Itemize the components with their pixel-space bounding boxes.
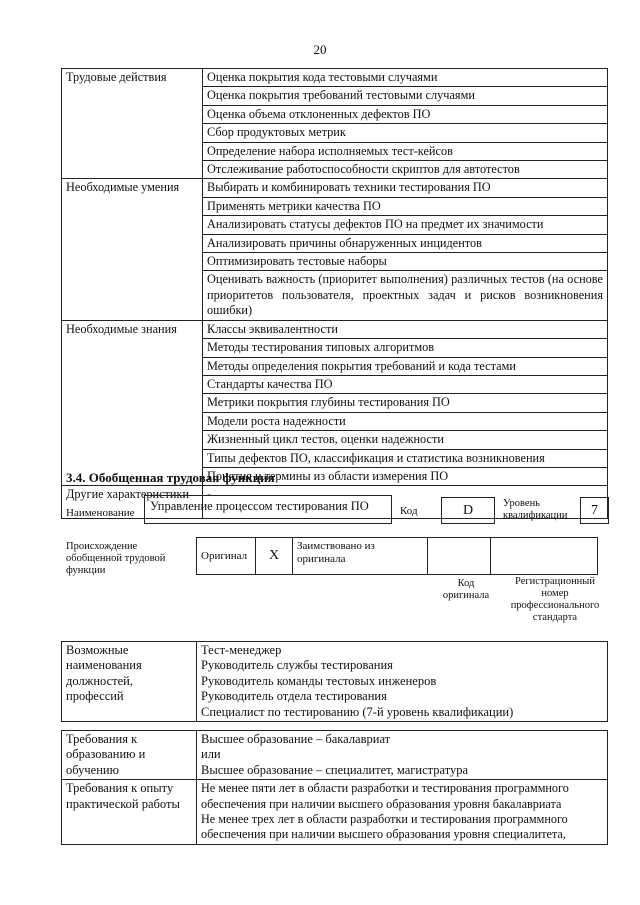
list-item: Метрики покрытия глубины тестирования ПО — [203, 394, 608, 412]
borrowed-label-line: оригинала — [297, 553, 346, 565]
labor-functions-table — [61, 68, 608, 519]
positions-list — [197, 642, 608, 722]
code-value: D — [441, 497, 495, 524]
table-row — [62, 179, 608, 197]
list-item: Методы тестирования типовых алгоритмов — [203, 339, 608, 357]
section-heading: 3.4. Обобщенная трудовая функция — [66, 470, 275, 485]
caption-line: Код — [457, 578, 475, 589]
level-label-line: Уровень — [503, 498, 540, 509]
code-original-cell — [428, 538, 491, 575]
list-item: Типы дефектов ПО, классификация и статистика возникновения — [203, 449, 608, 467]
origin-label-line: функции — [66, 565, 106, 576]
function-name-box — [144, 495, 392, 524]
caption-line: Регистрационный — [515, 576, 595, 587]
reg-number-cell — [491, 538, 598, 575]
list-item: Оценивать важность (приоритет выполнения) различных тестов (на основе приоритетов пользователя, проектных задач и рисков возникновения ошибки) — [203, 271, 608, 320]
list-item: Отслеживание работоспособности скриптов для автотестов — [203, 161, 608, 179]
code-original-caption — [436, 578, 496, 602]
row-label-skills: Необходимые умения — [62, 179, 203, 320]
label-line: Возможные — [66, 643, 129, 657]
row-label-knowledge: Необходимые знания — [62, 320, 203, 486]
list-item: Методы определения покрытия требований и кода тестами — [203, 357, 608, 375]
label-line: наименования — [66, 658, 142, 673]
list-item: Оптимизировать тестовые наборы — [203, 253, 608, 271]
list-item: Оценка покрытия требований тестовыми случаями — [203, 87, 608, 105]
list-item: Высшее образование – бакалавриат — [201, 732, 391, 746]
list-item: Анализировать причины обнаруженных инцидентов — [203, 234, 608, 252]
list-item: Модели роста надежности — [203, 412, 608, 430]
list-item: обеспечения при наличии высшего образования уровня специалитета, — [201, 827, 566, 842]
positions-label — [62, 642, 197, 722]
label-line: образованию и — [66, 747, 146, 762]
list-item: Анализировать статусы дефектов ПО на предмет их значимости — [203, 216, 608, 234]
list-item: Высшее образование – специалитет, магистратура — [201, 762, 469, 777]
list-item: Жизненный цикл тестов, оценки надежности — [203, 431, 608, 449]
caption-line: оригинала — [442, 590, 490, 601]
origin-table — [196, 537, 598, 575]
positions-table — [61, 641, 608, 722]
table-row — [62, 731, 608, 780]
list-item: или — [201, 747, 221, 762]
experience-list — [197, 780, 608, 845]
reg-number-caption — [500, 576, 610, 624]
table-row — [62, 642, 608, 722]
list-item: Не менее трех лет в области разработки и тестирования программного — [201, 812, 568, 827]
label-line: Требования к опыту — [66, 781, 174, 796]
list-item: Руководитель службы тестирования — [201, 658, 393, 673]
row-label-labor-actions: Трудовые действия — [62, 69, 203, 179]
education-label — [62, 731, 197, 780]
level-value: 7 — [580, 497, 609, 524]
label-line: Требования к — [66, 732, 138, 746]
function-name-value: Управление процессом тестирования ПО — [150, 499, 369, 513]
origin-label-line: обобщенной трудовой — [66, 553, 166, 564]
list-item: Сбор продуктовых метрик — [203, 124, 608, 142]
list-item: Тест-менеджер — [201, 643, 282, 657]
label-line: обучению — [66, 762, 119, 777]
list-item: Понятия и термины из области измерения ПО — [203, 467, 608, 485]
list-item: Стандарты качества ПО — [203, 375, 608, 393]
level-label-line: квалификации — [503, 510, 568, 521]
list-item: Классы эквивалентности — [203, 320, 608, 338]
original-mark: X — [256, 538, 293, 575]
page-number: 20 — [313, 42, 327, 57]
label-line: должностей, — [66, 673, 133, 688]
original-label: Оригинал — [197, 538, 256, 575]
list-item: - — [203, 486, 608, 519]
list-item: Определение набора исполняемых тест-кейсов — [203, 142, 608, 160]
table-row — [62, 780, 608, 845]
list-item: Выбирать и комбинировать техники тестирования ПО — [203, 179, 608, 197]
caption-line: профессионального — [510, 600, 600, 611]
list-item: Не менее пяти лет в области разработки и тестирования программного — [201, 781, 569, 796]
list-item: Специалист по тестированию (7-й уровень квалификации) — [201, 704, 514, 719]
experience-label — [62, 780, 197, 845]
level-label — [503, 498, 567, 522]
label-line: практической работы — [66, 796, 180, 811]
table-row — [62, 320, 608, 338]
list-item: обеспечения при наличии высшего образования уровня бакалавриата — [201, 796, 562, 811]
list-item: Оценка покрытия кода тестовыми случаями — [203, 69, 608, 87]
name-label: Наименование — [66, 507, 135, 519]
caption-line: номер — [541, 588, 569, 599]
list-item: Оценка объема отклоненных дефектов ПО — [203, 105, 608, 123]
list-item: Применять метрики качества ПО — [203, 197, 608, 215]
row-label-other: Другие характеристики — [62, 486, 203, 519]
education-list — [197, 731, 608, 780]
code-label: Код — [400, 505, 418, 517]
origin-label-line: Происхождение — [66, 541, 138, 552]
list-item: Руководитель отдела тестирования — [201, 689, 387, 704]
requirements-table — [61, 730, 608, 845]
caption-line: стандарта — [532, 612, 578, 623]
borrowed-label-line: Заимствовано из — [297, 540, 375, 552]
label-line: профессий — [66, 689, 124, 704]
borrowed-label — [293, 538, 428, 575]
table-row — [62, 69, 608, 87]
list-item: Руководитель команды тестовых инженеров — [201, 673, 437, 688]
origin-label — [66, 541, 165, 577]
